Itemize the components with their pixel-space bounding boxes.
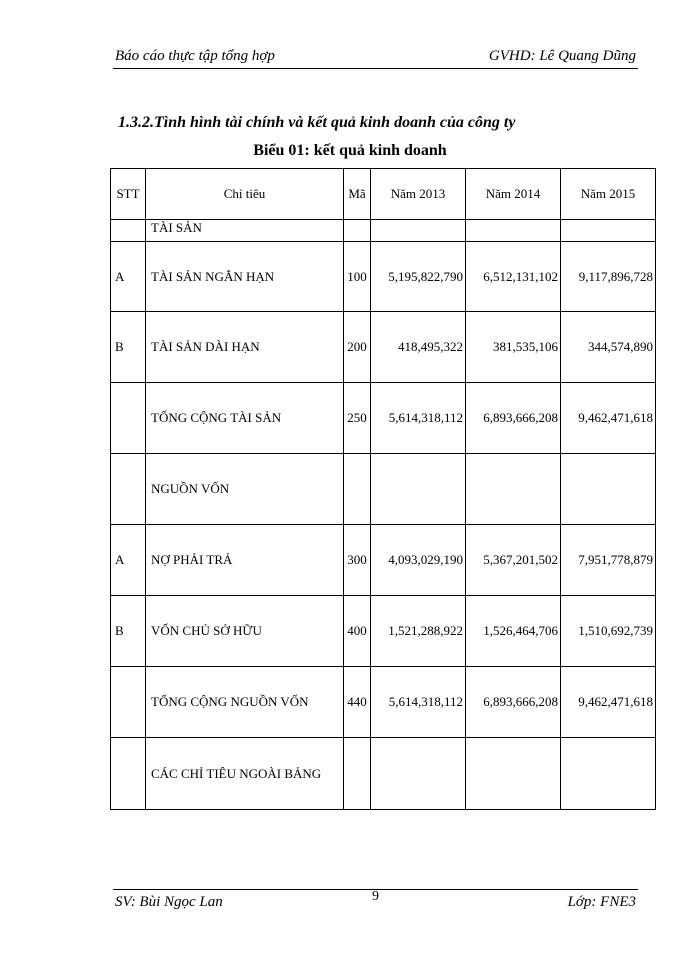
cell-code: 200 [344, 312, 371, 383]
cell-stt [111, 383, 146, 454]
cell-2015: 9,462,471,618 [561, 667, 656, 738]
cell-stt: B [111, 312, 146, 383]
cell-code [344, 220, 371, 242]
footer-student: SV: Bùi Ngọc Lan [115, 894, 223, 910]
cell-indicator: TỔNG CỘNG NGUỒN VỐN [146, 667, 344, 738]
cell-2015: 7,951,778,879 [561, 525, 656, 596]
table-row [111, 525, 656, 596]
header-indicator: Chỉ tiêu [146, 169, 344, 220]
header-year-2014: Năm 2014 [466, 169, 561, 220]
table-row [111, 738, 656, 810]
cell-code: 250 [344, 383, 371, 454]
table-row [111, 220, 656, 242]
cell-2014: 381,535,106 [466, 312, 561, 383]
table-row [111, 242, 656, 312]
cell-stt [111, 220, 146, 242]
header-report-title: Báo cáo thực tập tổng hợp [115, 48, 275, 64]
cell-2015: 9,462,471,618 [561, 383, 656, 454]
table-title: Biểu 01: kết quả kinh doanh [253, 142, 447, 159]
table-row [111, 667, 656, 738]
table-row [111, 454, 656, 525]
cell-code: 400 [344, 596, 371, 667]
cell-2013: 5,614,318,112 [371, 667, 466, 738]
cell-2014: 6,893,666,208 [466, 667, 561, 738]
cell-stt [111, 454, 146, 525]
cell-indicator: NỢ PHẢI TRẢ [146, 525, 344, 596]
cell-stt: B [111, 596, 146, 667]
cell-2013 [371, 454, 466, 525]
page-footer [113, 889, 638, 912]
cell-2015 [561, 220, 656, 242]
cell-2014: 5,367,201,502 [466, 525, 561, 596]
cell-indicator: VỐN CHỦ SỞ HỮU [146, 596, 344, 667]
cell-2014 [466, 220, 561, 242]
cell-2015 [561, 454, 656, 525]
cell-indicator: CÁC CHỈ TIÊU NGOÀI BẢNG [146, 738, 344, 810]
cell-stt: A [111, 242, 146, 312]
cell-2013: 5,614,318,112 [371, 383, 466, 454]
cell-code: 300 [344, 525, 371, 596]
cell-indicator: TÀI SẢN DÀI HẠN [146, 312, 344, 383]
cell-2014: 6,512,131,102 [466, 242, 561, 312]
cell-2013: 4,093,029,190 [371, 525, 466, 596]
cell-2013: 418,495,322 [371, 312, 466, 383]
financial-table [110, 168, 656, 810]
cell-2015: 1,510,692,739 [561, 596, 656, 667]
cell-2015: 9,117,896,728 [561, 242, 656, 312]
table-header-row [111, 169, 656, 220]
cell-2013: 1,521,288,922 [371, 596, 466, 667]
header-year-2015: Năm 2015 [561, 169, 656, 220]
cell-code [344, 738, 371, 810]
cell-indicator: TỔNG CỘNG TÀI SẢN [146, 383, 344, 454]
cell-2013 [371, 220, 466, 242]
cell-2015: 344,574,890 [561, 312, 656, 383]
section-title: 1.3.2.Tình hình tài chính và kết quả kinh doanh của công ty [118, 114, 516, 131]
cell-2014: 6,893,666,208 [466, 383, 561, 454]
page-number: 9 [372, 889, 379, 904]
cell-stt [111, 667, 146, 738]
cell-code: 100 [344, 242, 371, 312]
cell-2013 [371, 738, 466, 810]
table-row [111, 383, 656, 454]
cell-indicator: TÀI SẢN NGẮN HẠN [146, 242, 344, 312]
cell-2014: 1,526,464,706 [466, 596, 561, 667]
footer-class: Lớp: FNE3 [567, 894, 636, 910]
table-row [111, 596, 656, 667]
cell-code [344, 454, 371, 525]
header-stt: STT [111, 169, 146, 220]
cell-code: 440 [344, 667, 371, 738]
page-header [113, 46, 638, 69]
header-supervisor: GVHD: Lê Quang Dũng [488, 48, 636, 64]
cell-2014 [466, 454, 561, 525]
cell-2014 [466, 738, 561, 810]
header-code: Mã [344, 169, 371, 220]
table-row [111, 312, 656, 383]
cell-stt [111, 738, 146, 810]
cell-stt: A [111, 525, 146, 596]
cell-indicator: NGUỒN VỐN [146, 454, 344, 525]
cell-indicator: TÀI SẢN [146, 220, 344, 242]
cell-2015 [561, 738, 656, 810]
cell-2013: 5,195,822,790 [371, 242, 466, 312]
header-year-2013: Năm 2013 [371, 169, 466, 220]
